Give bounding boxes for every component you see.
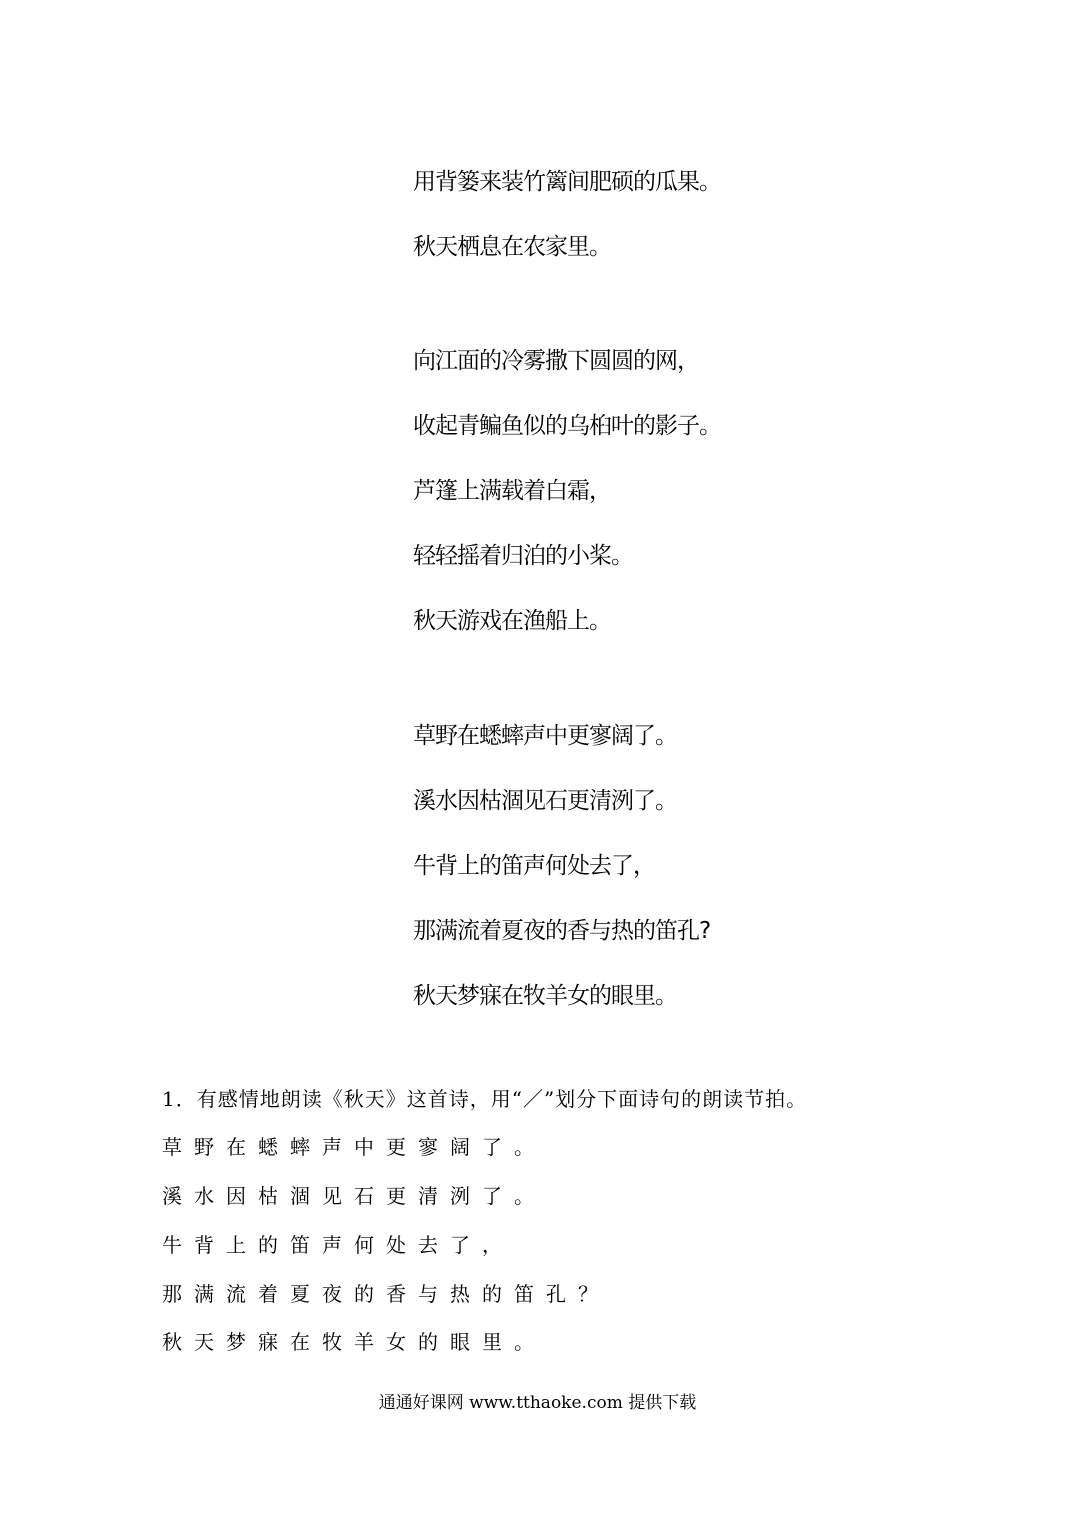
exercise-line: 草野在蟋蟀声中更寥阔了。 <box>162 1135 546 1159</box>
poem-line: 溪水因枯涸见石更清洌了。 <box>413 788 677 814</box>
exercise-line: 牛背上的笛声何处去了， <box>162 1233 514 1257</box>
poem-line: 那满流着夏夜的香与热的笛孔? <box>413 918 711 944</box>
poem-line: 芦篷上满载着白霜， <box>413 478 611 504</box>
poem-line: 秋天梦寐在牧羊女的眼里。 <box>413 983 677 1009</box>
exercise-line: 秋天梦寐在牧羊女的眼里。 <box>162 1330 546 1354</box>
poem-line: 收起青鳊鱼似的乌桕叶的影子。 <box>413 413 721 439</box>
exercise-line: 那满流着夏夜的香与热的笛孔？ <box>162 1282 610 1306</box>
poem-line: 向江面的冷雾撒下圆圆的网， <box>413 348 699 374</box>
exercise-line: 溪水因枯涸见石更清洌了。 <box>162 1184 546 1208</box>
poem-line: 轻轻摇着归泊的小桨。 <box>413 543 633 569</box>
poem-line: 秋天栖息在农家里。 <box>413 234 611 260</box>
poem-line: 草野在蟋蟀声中更寥阔了。 <box>413 723 677 749</box>
footer-download-note: 通通好课网 www.tthaoke.com 提供下载 <box>378 1393 697 1413</box>
exercise-question: 1．有感情地朗读《秋天》这首诗，用“／”划分下面诗句的朗读节拍。 <box>162 1087 808 1111</box>
poem-line: 牛背上的笛声何处去了， <box>413 853 655 879</box>
poem-line: 秋天游戏在渔船上。 <box>413 608 611 634</box>
poem-line: 用背篓来装竹篱间肥硕的瓜果。 <box>413 169 721 195</box>
